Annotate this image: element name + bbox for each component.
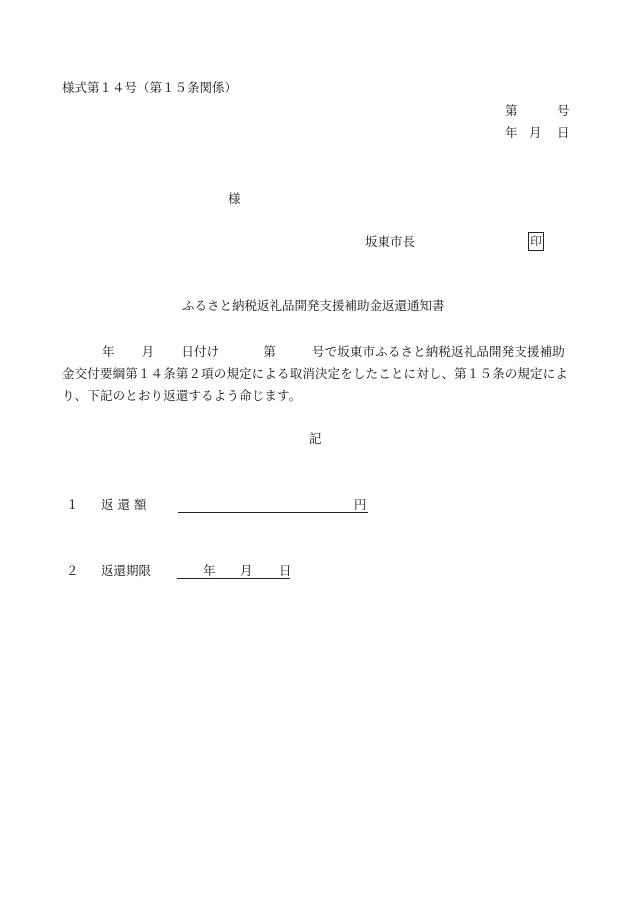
- body-rest: 号で坂東市ふるさと納税返礼品開発支援補助: [311, 344, 565, 359]
- item-2-day: 日: [279, 563, 292, 578]
- body-date: 日付け: [181, 344, 220, 359]
- document-title: ふるさと納税返礼品開発支援補助金返還通知書: [182, 298, 445, 313]
- body-dai: 第: [263, 344, 276, 359]
- item-1-label: 返 還 額: [101, 497, 147, 512]
- item-2-month: 月: [240, 563, 253, 578]
- addressee-sama: 様: [228, 191, 241, 206]
- date-year: 年: [505, 125, 518, 140]
- ki-heading: 記: [309, 431, 322, 446]
- item-2-year: 年: [203, 563, 216, 578]
- item-1-amount-field: [178, 497, 368, 513]
- item-2-label: 返還期限: [101, 563, 152, 578]
- item-1-unit: 円: [354, 497, 367, 512]
- item-1-number: １: [66, 497, 79, 512]
- date-day: 日: [557, 125, 570, 140]
- item-2-deadline-field: [177, 563, 290, 579]
- form-number: 様式第１４号（第１５条関係）: [62, 80, 238, 95]
- body-month: 月: [141, 344, 155, 359]
- body-line-1: [62, 344, 565, 360]
- body-line-2: 金交付要綱第１４条第２項の規定による取消決定をしたことに対し、第１５条の規定によ: [62, 366, 569, 381]
- seal-mark: 印: [528, 232, 544, 251]
- item-2-number: ２: [66, 563, 79, 578]
- doc-number-go: 号: [557, 103, 570, 118]
- doc-number-dai: 第: [505, 103, 518, 118]
- sender-mayor: 坂東市長: [365, 234, 416, 249]
- date-month: 月: [529, 125, 542, 140]
- body-year: 年: [102, 344, 115, 359]
- body-line-3: り、下記のとおり返還するよう命じます。: [62, 388, 302, 403]
